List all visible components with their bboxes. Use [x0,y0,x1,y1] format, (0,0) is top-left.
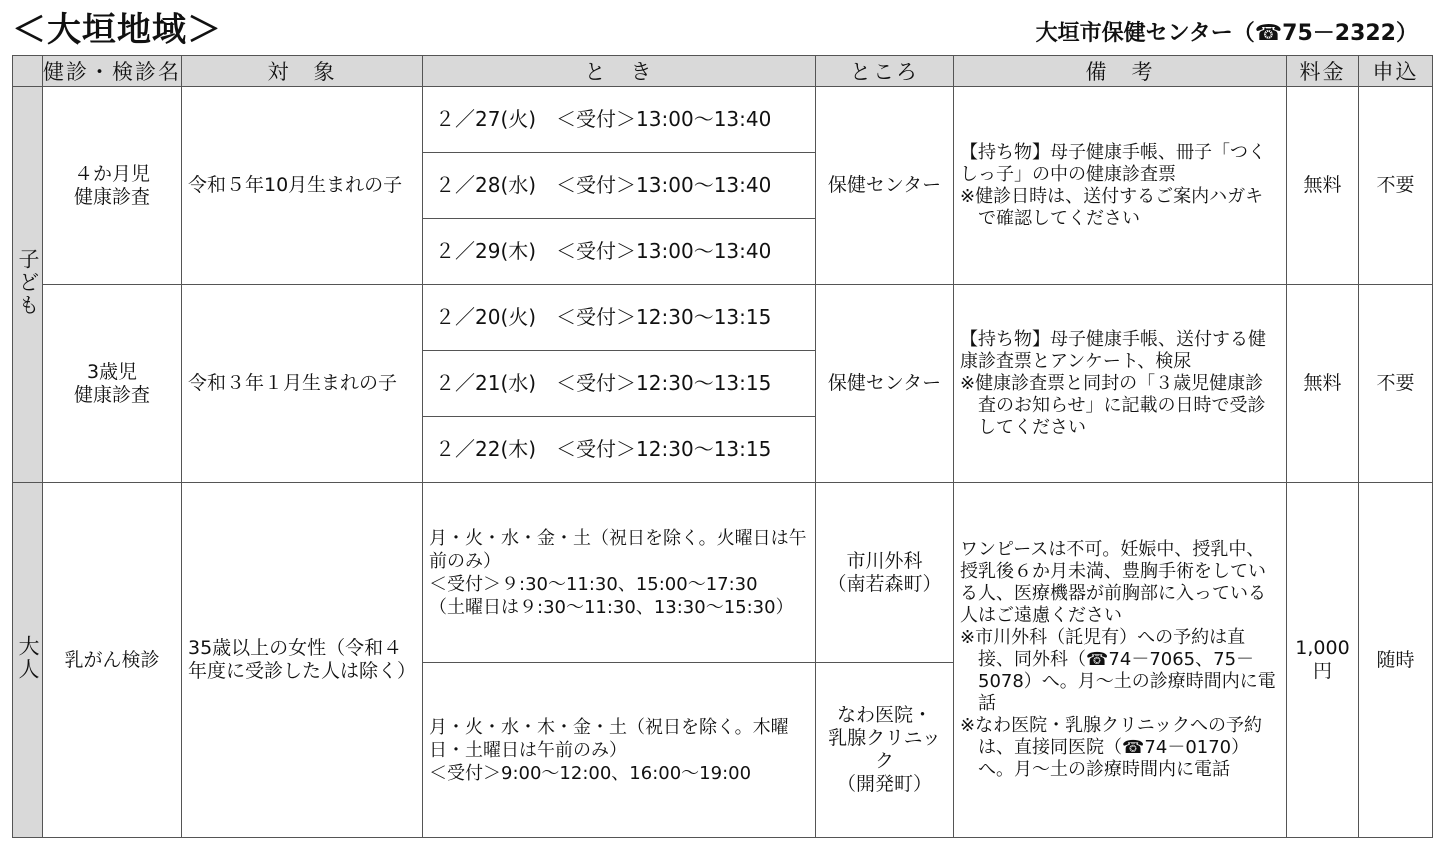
apply-cell: 不要 [1359,87,1433,285]
center-contact: 大垣市保健センター（☎75－2322） [1035,21,1418,46]
schedule-cell: 月・火・水・金・土（祝日を除く。火曜日は午前のみ） ＜受付＞９:30～11:30、15:00～17:30 （土曜日は９:30～11:30、13:30～15:30） [423,483,816,663]
date-cell: ２／29(木) ＜受付＞13:00～13:40 [423,219,816,285]
checkup-table [12,55,1433,838]
table-row [13,285,1433,351]
fee-cell: 1,000円 [1287,483,1359,838]
header-notes: 備 考 [954,56,1287,87]
checkup-target: 令和５年10月生まれの子 [182,87,423,285]
fee-cell: 無料 [1287,285,1359,483]
checkup-name: 3歳児 健康診査 [43,285,182,483]
header-name: 健診・検診名 [43,56,182,87]
date-cell: ２／28(水) ＜受付＞13:00～13:40 [423,153,816,219]
date-cell: ２／21(水) ＜受付＞12:30～13:15 [423,351,816,417]
header-place: ところ [816,56,954,87]
table-row [13,87,1433,153]
date-cell: ２／27(火) ＜受付＞13:00～13:40 [423,87,816,153]
header-fee: 料金 [1287,56,1359,87]
page-title: ＜大垣地域＞ [12,10,222,50]
group-child: 子ども [13,87,43,483]
header-group [13,56,43,87]
header-target: 対 象 [182,56,423,87]
checkup-name: 乳がん検診 [43,483,182,838]
apply-cell: 随時 [1359,483,1433,838]
date-cell: ２／20(火) ＜受付＞12:30～13:15 [423,285,816,351]
schedule-cell: 月・火・水・木・金・土（祝日を除く。木曜日・土曜日は午前のみ） ＜受付＞9:00～12:00、16:00～19:00 [423,663,816,838]
notes-cell: ワンピースは不可。妊娠中、授乳中、授乳後６か月未満、豊胸手術をしている人、医療機器が前胸部に入っている人はご遠慮ください ※市川外科（託児有）への予約は直接、同外科（☎74－7065、75－5078）へ。月～土の診療時間内に電話 ※なわ医院・乳腺クリニックへの予約は、直接同医院（☎74－0170）へ。月～土の診療時間内に電話 [954,483,1287,838]
header-row [13,56,1433,87]
header-apply: 申込 [1359,56,1433,87]
place-cell: なわ医院・ 乳腺クリニック （開発町） [816,663,954,838]
place-cell: 保健センター [816,285,954,483]
group-adult: 大人 [13,483,43,838]
checkup-target: 35歳以上の女性（令和４年度に受診した人は除く） [182,483,423,838]
place-cell: 保健センター [816,87,954,285]
checkup-target: 令和３年１月生まれの子 [182,285,423,483]
date-cell: ２／22(木) ＜受付＞12:30～13:15 [423,417,816,483]
apply-cell: 不要 [1359,285,1433,483]
notes-cell: 【持ち物】母子健康手帳、冊子「つくしっ子」の中の健康診査票 ※健診日時は、送付するご案内ハガキで確認してください [954,87,1287,285]
header-when: と き [423,56,816,87]
notes-cell: 【持ち物】母子健康手帳、送付する健康診査票とアンケート、検尿 ※健康診査票と同封の「３歳児健康診査のお知らせ」に記載の日時で受診してください [954,285,1287,483]
checkup-name: ４か月児 健康診査 [43,87,182,285]
place-cell: 市川外科 （南若森町） [816,483,954,663]
table-row [13,483,1433,663]
fee-cell: 無料 [1287,87,1359,285]
